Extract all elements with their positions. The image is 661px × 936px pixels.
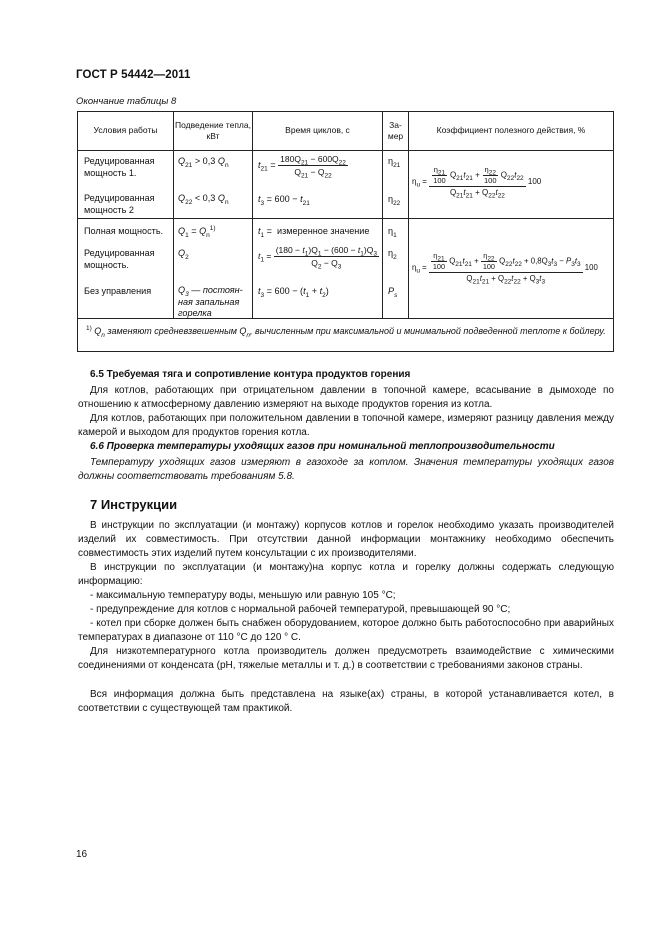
section-7-title: 7 Инструкции [90,497,178,512]
page-number: 16 [76,849,88,860]
efficiency-table [77,111,614,352]
table-hrule [78,150,613,151]
section-7-paragraph: В инструкции по эксплуатации (и монтажу)на корпус котла и горелку должны содержать следующую информацию: [78,562,614,588]
meas-eta21: $\eta_{21}$ [388,156,401,169]
col-header-cycle-time: Время циклов, с [285,125,350,135]
heat-q22: $Q_{22} < 0,3$ $Q_n$ [178,193,229,206]
heat-q3: $Q_3$ — постоян- ная запальная горелка [178,285,243,318]
table-hrule [78,318,613,319]
col-header-measurement: За-мер [387,120,404,141]
table-caption: Окончание таблицы 8 [76,96,177,107]
section-6-6-title: 6.6 Проверка температуры уходящих газов при номинальной теплопроизводительности [90,441,555,452]
row-reduced-power-2: Редуцированная мощность 2 [84,193,155,215]
section-7-paragraph: Для низкотемпературного котла производитель должен предусмотреть взаимодействие с химическими соединениями от конденсата (pH, тяжелые металлы и т. д.) в соответствии с требованиями законов страны. [78,646,614,672]
heat-q2: $Q_2$ [178,248,189,261]
table-footnote: $^{1)}$ $Q_n$ заменяют средневзвешенным $Q_n$, вычисленным при максимальной и минимальной подведенной теплоте к бойлеру. [86,325,606,339]
row-reduced-power-1: Редуцированная мощность 1. [84,156,155,178]
efficiency-formula-2: $\eta_u$ = $\frac{\eta_{21}}{100}$ $Q_{21}t_{21}$ + $\frac{\eta_{22}}{100}$ $Q_{22}t_{22} + 0,8Q_3t_3 - P_3t_3$ $Q_{21}t_{21} + Q_{22}t_{22} + Q_3t_3$ 100 [412,251,598,286]
meas-ps: $P_s$ [388,286,398,299]
section-6-5-paragraph: Для котлов, работающих при положительном давлении в топочной камере, измеряют разницу давления между камерой и выходом для продуктов горения котла. [78,413,614,439]
time-t1-formula: $t_1$ = $\frac{(180 - t_1)Q_1 - (600 - t_1)Q_3}{Q_2 - Q_3}$ [258,245,377,271]
row-reduced-power: Редуцированная мощность. [84,248,155,270]
section-7-paragraph: В инструкции по эксплуатации (и монтажу) корпусов котлов и горелок необходимо указать производителей изделий их совместимость. При отсутствии данной информации монтажнику необходимо обеспечить совместимость этих изделий путем консультации с их производителями. [78,520,614,560]
time-t3-total: $t_3 = 600 - (t_1 + t_2)$ [258,286,329,299]
table-vrule [408,112,409,318]
section-7-list-item: - максимальную температуру воды, меньшую или равную 105 °С; [90,590,396,601]
section-6-6-paragraph: Температуру уходящих газов измеряют в газоходе за котлом. Значения температуры уходящих газов должны соответствовать требованиям 5.8. [78,457,614,483]
heat-q1: $Q_1 = Q_n^{1)}$ [178,224,216,239]
section-7-paragraph: Вся информация должна быть представлена на языке(ах) страны, в которой устанавливается котел, в соответствии с существующей там практикой. [78,689,614,715]
time-t1-measured: $t_1$ = измеренное значение [258,226,370,239]
section-6-5-title: 6.5 Требуемая тяга и сопротивление контура продуктов горения [90,369,411,380]
table-hrule [78,218,613,219]
col-header-heat: Подведение тепла, кВт [175,120,251,141]
table-vrule [252,112,253,318]
section-7-list-item: - котел при сборке должен быть снабжен оборудованием, которое должно быть работоспособно при аварийных температурах в диапазоне от 110 °С до 120 ° С. [78,618,614,644]
section-6-5-paragraph: Для котлов, работающих при отрицательном давлении в топочной камере, всасывание в дымоходе по отношению к атмосферному давлению измеряют на выходе продуктов горения из котла. [78,385,614,411]
heat-q21: $Q_{21} > 0,3$ $Q_n$ [178,156,229,169]
meas-eta2: $\eta_2$ [388,248,397,261]
time-t3-formula: $t_3 = 600 - t_{21}$ [258,194,310,207]
row-full-power: Полная мощность. [84,226,164,236]
row-no-control: Без управления [84,286,152,296]
col-header-conditions: Условия работы [93,125,158,135]
col-header-efficiency: Коэффициент полезного действия, % [436,125,586,135]
efficiency-formula-1: $\eta_u$ = $\frac{\eta_{21}}{100}$ $Q_{21}t_{21}$ + $\frac{\eta_{22}}{100}$ $Q_{22}t_{22}$ $Q_{21}t_{21} + Q_{22}t_{22}$ 100 [412,165,542,200]
table-vrule [173,112,174,318]
meas-eta22: $\eta_{22}$ [388,194,401,207]
time-t21-formula: $t_{21}$ = $\frac{180Q_{21} - 600Q_{22}}{Q_{21} - Q_{22}}$ [258,154,346,180]
document-code: ГОСТ Р 54442—2011 [76,69,191,81]
section-7-list-item: - предупреждение для котлов с нормальной рабочей температурой, превышающей 90 °С; [90,604,511,615]
table-vrule [382,112,383,318]
meas-eta1: $\eta_1$ [388,226,397,239]
